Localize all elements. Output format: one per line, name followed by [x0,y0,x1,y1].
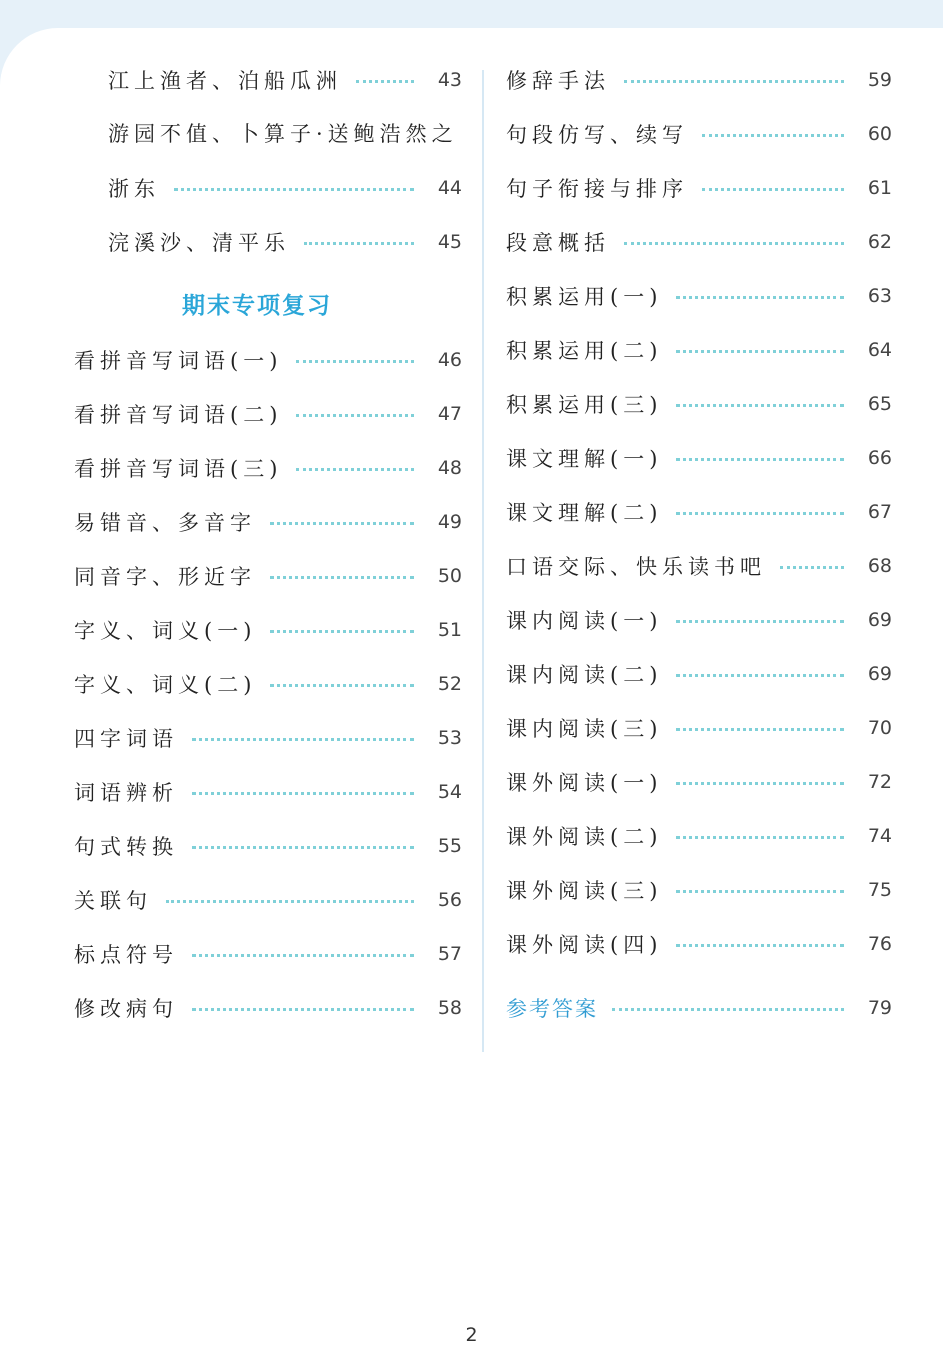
toc-entry[interactable] [74,556,462,596]
dot-leader [192,954,414,957]
toc-entry-label: 课外阅读(二) [506,825,663,849]
toc-entry[interactable] [74,664,462,704]
toc-entry-page: 64 [867,339,892,361]
dot-leader [624,242,844,245]
toc-entry-page: 51 [437,619,462,641]
toc-entry-page: 62 [867,231,892,253]
toc-entry-label: 字义、词义(二) [74,673,257,697]
toc-entry-page: 70 [867,717,892,739]
toc-entry-label: 课文理解(二) [506,501,663,525]
toc-entry-label: 看拼音写词语(一) [74,349,283,373]
toc-entry-page: 44 [437,177,462,199]
dot-leader [676,296,844,299]
toc-entry[interactable] [506,114,892,154]
toc-entry-label: 段意概括 [506,231,610,255]
dot-leader [270,522,414,525]
toc-entry-label: 同音字、形近字 [74,565,256,589]
page-number: 2 [465,1324,478,1346]
toc-entry-page: 48 [437,457,462,479]
toc-entry-page: 53 [437,727,462,749]
dot-leader [676,458,844,461]
toc-entry-page: 50 [437,565,462,587]
toc-entry[interactable] [506,924,892,964]
toc-entry-label: 课内阅读(三) [506,717,663,741]
toc-entry[interactable] [506,60,892,100]
toc-entry[interactable] [506,168,892,208]
toc-entry[interactable] [74,880,462,920]
toc-entry[interactable] [506,654,892,694]
dot-leader [676,350,844,353]
toc-entry-page: 49 [437,511,462,533]
toc-entry-page: 65 [867,393,892,415]
toc-entry[interactable] [74,826,462,866]
toc-entry-label: 句段仿写、续写 [506,123,688,147]
dot-leader [612,1008,844,1011]
toc-entry-page: 45 [437,231,462,253]
toc-entry[interactable] [506,816,892,856]
toc-entry-label: 积累运用(三) [506,393,663,417]
toc-entry-label: 看拼音写词语(三) [74,457,283,481]
toc-entry-page: 68 [867,555,892,577]
toc-entry-page: 79 [867,997,892,1019]
toc-entry-page: 55 [437,835,462,857]
dot-leader [270,684,414,687]
toc-entry-label: 句式转换 [74,835,178,859]
dot-leader [780,566,844,569]
toc-entry-label: 四字词语 [74,727,178,751]
toc-page [0,28,943,1356]
toc-entry[interactable] [506,708,892,748]
toc-entry[interactable] [74,394,462,434]
toc-entry[interactable] [506,546,892,586]
toc-entry[interactable] [108,168,462,208]
dot-leader [192,738,414,741]
toc-entry[interactable] [506,222,892,262]
toc-entry[interactable] [506,870,892,910]
toc-entry-label: 江上渔者、泊船瓜洲 [108,69,342,93]
dot-leader [174,188,414,191]
toc-entry-label: 词语辨析 [74,781,178,805]
toc-entry-label: 课外阅读(四) [506,933,663,957]
toc-entry[interactable] [506,384,892,424]
toc-entry-page: 47 [437,403,462,425]
toc-entry[interactable] [74,340,462,380]
toc-entry[interactable] [108,222,462,262]
toc-entry-label: 课外阅读(三) [506,879,663,903]
dot-leader [296,468,414,471]
toc-entry-page: 58 [437,997,462,1019]
toc-entry-page: 57 [437,943,462,965]
dot-leader [296,414,414,417]
toc-entry-page: 43 [437,69,462,91]
dot-leader [702,134,844,137]
toc-entry-label: 课内阅读(一) [506,609,663,633]
toc-entry-page: 72 [867,771,892,793]
toc-entry[interactable] [506,330,892,370]
toc-entry-label: 课文理解(一) [506,447,663,471]
toc-entry-page: 69 [867,609,892,631]
toc-entry[interactable] [74,988,462,1028]
toc-entry[interactable] [74,718,462,758]
dot-leader [676,836,844,839]
dot-leader [192,846,414,849]
answer-key-entry[interactable] [506,988,892,1028]
toc-entry-page: 76 [867,933,892,955]
dot-leader [192,792,414,795]
toc-entry-label: 口语交际、快乐读书吧 [506,555,766,579]
toc-entry[interactable] [74,448,462,488]
toc-entry-label: 修辞手法 [506,69,610,93]
toc-entry[interactable] [506,762,892,802]
dot-leader [676,620,844,623]
dot-leader [676,728,844,731]
toc-entry-page: 61 [867,177,892,199]
dot-leader [676,674,844,677]
toc-entry-label[interactable]: 游园不值、卜算子·送鲍浩然之 [108,122,458,146]
toc-entry[interactable] [74,772,462,812]
toc-entry-label: 参考答案 [506,997,598,1021]
toc-entry-page: 69 [867,663,892,685]
toc-entry-label: 关联句 [74,889,152,913]
toc-entry-label: 字义、词义(一) [74,619,257,643]
toc-entry-page: 54 [437,781,462,803]
toc-entry-page: 67 [867,501,892,523]
dot-leader [676,944,844,947]
toc-entry-label: 浣溪沙、清平乐 [108,231,290,255]
dot-leader [702,188,844,191]
toc-entry-page: 74 [867,825,892,847]
toc-entry-label: 课外阅读(一) [506,771,663,795]
toc-entry-label: 标点符号 [74,943,178,967]
toc-entry-page: 59 [867,69,892,91]
dot-leader [270,576,414,579]
dot-leader [270,630,414,633]
toc-entry-page: 63 [867,285,892,307]
toc-entry[interactable] [74,502,462,542]
toc-entry-label: 修改病句 [74,997,178,1021]
toc-entry-label: 句子衔接与排序 [506,177,688,201]
toc-entry-page: 66 [867,447,892,469]
dot-leader [296,360,414,363]
dot-leader [192,1008,414,1011]
toc-entry-page: 52 [437,673,462,695]
toc-entry-label: 积累运用(一) [506,285,663,309]
section-heading: 期末专项复习 [182,293,332,319]
toc-entry-page: 75 [867,879,892,901]
toc-entry-page: 60 [867,123,892,145]
dot-leader [356,80,414,83]
dot-leader [676,404,844,407]
toc-entry-label: 积累运用(二) [506,339,663,363]
toc-entry-label: 看拼音写词语(二) [74,403,283,427]
toc-entry-label: 易错音、多音字 [74,511,256,535]
toc-entry-label: 课内阅读(二) [506,663,663,687]
dot-leader [166,900,414,903]
dot-leader [624,80,844,83]
toc-entry[interactable] [74,610,462,650]
toc-entry[interactable] [108,60,462,100]
toc-entry[interactable] [506,438,892,478]
toc-entry-page: 56 [437,889,462,911]
toc-entry[interactable] [506,600,892,640]
toc-entry[interactable] [506,492,892,532]
dot-leader [676,512,844,515]
toc-entry-label-continuation: 浙东 [108,177,160,201]
toc-entry[interactable] [74,934,462,974]
toc-entry[interactable] [506,276,892,316]
toc-entry-page: 46 [437,349,462,371]
dot-leader [676,782,844,785]
dot-leader [676,890,844,893]
column-divider [482,70,484,1052]
dot-leader [304,242,414,245]
